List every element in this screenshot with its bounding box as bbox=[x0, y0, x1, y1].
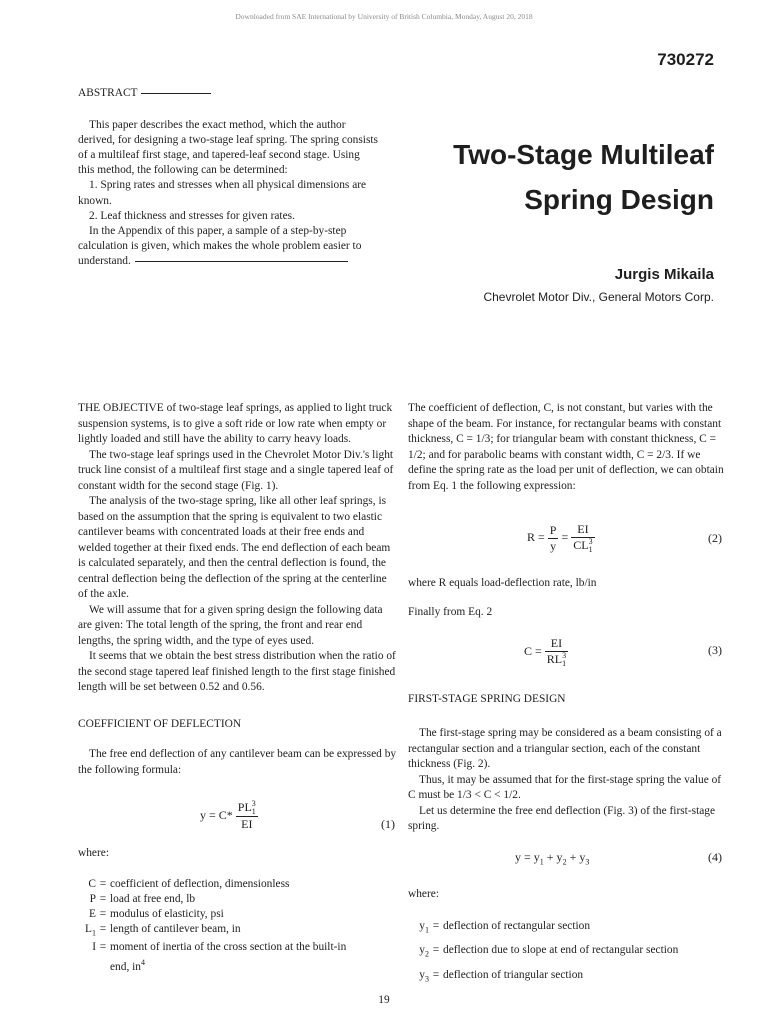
right-column-lower bbox=[408, 726, 726, 835]
equation-1-lhs: y = C* bbox=[200, 807, 233, 822]
eq3-den-sup: 3 bbox=[562, 651, 567, 661]
eq3-den-scripts bbox=[562, 652, 566, 668]
definition-equals: = bbox=[99, 908, 107, 920]
definition-row bbox=[66, 892, 350, 907]
eq1-num-sup: 3 bbox=[251, 799, 256, 809]
abstract-end-rule bbox=[135, 261, 348, 262]
right-column bbox=[408, 401, 726, 494]
section-heading-coefficient: COEFFICIENT OF DEFLECTION bbox=[78, 717, 242, 730]
abstract-item-2: 2. Leaf thickness and stresses for given rates. bbox=[89, 209, 295, 222]
abstract-body bbox=[78, 118, 378, 269]
definition-equals: = bbox=[432, 920, 440, 932]
right-where-label: where: bbox=[408, 888, 439, 900]
eq3-den-base: RL bbox=[546, 652, 563, 666]
equation-4 bbox=[515, 850, 589, 866]
equation-2-fraction-1 bbox=[548, 523, 559, 554]
definition-row bbox=[66, 907, 350, 922]
left-paragraph-2: The two-stage leaf springs used in the Chevrolet Motor Div.'s light truck line consist of a multileaf first stage and a single tapered leaf of constant width for the second stage (Fig. 1). bbox=[78, 448, 394, 492]
eq4-y: y = y bbox=[515, 850, 540, 864]
equation-1 bbox=[200, 800, 258, 832]
equation-1-denominator: EI bbox=[241, 817, 253, 832]
definition-text bbox=[110, 877, 350, 892]
download-notice: Downloaded from SAE International by University of British Columbia, Monday, August 20, 2018 bbox=[235, 12, 533, 21]
definition-symbol-base: E bbox=[89, 908, 96, 920]
eq2-den-scripts bbox=[589, 538, 593, 554]
definition-text bbox=[110, 922, 350, 940]
definition-symbol-base: y bbox=[419, 944, 425, 957]
equation-2 bbox=[527, 522, 595, 554]
right-paragraph-3: Finally from Eq. 2 bbox=[408, 606, 493, 618]
definition-text-body: load at free end, lb bbox=[110, 893, 196, 905]
definition-text bbox=[443, 940, 683, 964]
definition-text bbox=[110, 940, 350, 975]
definition-text bbox=[443, 965, 683, 989]
definition-row bbox=[66, 922, 350, 940]
definition-row bbox=[403, 965, 683, 989]
eq3-num: EI bbox=[545, 636, 568, 652]
left-paragraph-3: The analysis of the two-stage spring, like all other leaf springs, is based on the assumption that the spring is equivalent to two elastic cantilever beams with concentrated loads at their free ends and welded together at their fixed ends. The end deflection of each beam is calculated separately, and then the central deflection is found, the central deflection being the deflection of the spring at the centerline of the axle. bbox=[78, 495, 391, 600]
definition-text-body: modulus of elasticity, psi bbox=[110, 908, 224, 920]
intro-lead: THE OBJECTIVE bbox=[78, 402, 164, 414]
right-paragraph-5: Thus, it may be assumed that for the first-stage spring the value of C must be 1/3 < C < 1/2. bbox=[408, 773, 722, 801]
definition-equals: = bbox=[99, 893, 107, 905]
eq4-plus1: + y bbox=[543, 850, 563, 864]
definition-symbol bbox=[66, 907, 96, 922]
right-paragraph-2: where R equals load-deflection rate, lb/in bbox=[408, 577, 597, 589]
right-paragraph-1: The coefficient of deflection, C, is not constant, but varies with the shape of the beam. For instance, for rectangular beams with constant thickness, C = 1/3; for triangular beam with constant thickness, C = 1/2; and for parabolic beams with constant width, C = 2/3. If we define the spring rate as the load per unit of deflection, we can obtain from Eq. 1 the following expression: bbox=[408, 402, 724, 492]
equation-2-number: (2) bbox=[708, 531, 722, 545]
left-where-label: where: bbox=[78, 847, 109, 859]
paper-title bbox=[420, 132, 714, 222]
abstract-heading-rule bbox=[141, 93, 211, 94]
definition-symbol bbox=[403, 916, 429, 940]
definition-text-body: coefficient of deflection, dimensionless bbox=[110, 878, 290, 890]
paper-number: 730272 bbox=[657, 50, 714, 69]
equation-2-lhs: R = bbox=[527, 529, 545, 544]
definition-symbol-base: y bbox=[419, 968, 425, 981]
right-paragraph-6: Let us determine the free end deflection (Fig. 3) of the first-stage spring. bbox=[408, 804, 716, 832]
definition-text-body: moment of inertia of the cross section at the built-in end, in bbox=[110, 941, 347, 974]
abstract-heading bbox=[78, 86, 378, 101]
eq1-num-sub: 1 bbox=[251, 807, 256, 817]
abstract-block bbox=[78, 86, 378, 269]
equation-1-number: (1) bbox=[381, 817, 395, 831]
definition-symbol bbox=[66, 940, 96, 975]
definition-row bbox=[66, 877, 350, 892]
equation-2-fraction-2 bbox=[571, 522, 594, 554]
eq1-num-base: PL bbox=[237, 800, 252, 814]
equation-3-lhs: C = bbox=[524, 643, 542, 658]
left-paragraph-4: We will assume that for a given spring design the following data are given: The total length of the spring, the front and rear end lengths, the spring width, and the type of eyes used. bbox=[78, 603, 383, 647]
definition-symbol-subscript: 2 bbox=[425, 949, 429, 959]
equation-2-equals: = bbox=[561, 529, 569, 544]
eq2-den-sub: 1 bbox=[588, 545, 593, 555]
abstract-paragraph-1: This paper describes the exact method, which the author derived, for designing a two-stage leaf spring. The spring consists of a multileaf first stage, and tapered-leaf second stage. Using this method, the following can be determined: bbox=[78, 119, 378, 177]
eq3-den-sub: 1 bbox=[562, 659, 567, 669]
definition-symbol-subscript: 1 bbox=[92, 928, 96, 938]
eq4-plus2: + y bbox=[566, 850, 586, 864]
definition-text bbox=[110, 907, 350, 922]
eq3-den bbox=[545, 652, 568, 668]
left-paragraph-5: It seems that we obtain the best stress distribution when the ratio of the second stage tapered leaf finished length to the first stage finished length will be set between 0.52 and 0.56. bbox=[78, 650, 396, 693]
right-paragraph-4: The first-stage spring may be considered as a beam consisting of a rectangular section and a triangular section, each of the constant thickness (Fig. 2). bbox=[408, 727, 722, 770]
intro-text: of two-stage leaf springs, as applied to light truck suspension systems, is to give a soft ride or low rate when empty or lightly loaded and still have the ability to carry heavy loads. bbox=[78, 402, 393, 445]
definition-symbol-subscript: 1 bbox=[425, 925, 429, 935]
eq2-den-sup: 3 bbox=[588, 537, 593, 547]
left-definitions bbox=[66, 877, 350, 975]
definition-symbol bbox=[66, 877, 96, 892]
definition-symbol bbox=[403, 940, 429, 964]
eq4-sub3: 3 bbox=[585, 857, 590, 867]
definition-equals: = bbox=[99, 923, 107, 935]
intro-paragraph bbox=[78, 401, 398, 448]
section-heading-first-stage: FIRST-STAGE SPRING DESIGN bbox=[408, 693, 566, 705]
eq2-frac2-num: EI bbox=[571, 522, 594, 538]
right-definitions bbox=[403, 916, 683, 989]
author-name: Jurgis Mikaila bbox=[614, 266, 714, 283]
definition-symbol-base: C bbox=[88, 878, 96, 890]
eq4-sub1: 1 bbox=[539, 857, 544, 867]
definition-symbol-base: y bbox=[419, 920, 425, 932]
equation-3 bbox=[524, 636, 568, 668]
definition-symbol-subscript: 3 bbox=[425, 973, 429, 983]
eq2-frac1-den: y bbox=[550, 538, 557, 553]
eq4-sub2: 2 bbox=[562, 857, 567, 867]
eq2-frac2-den-base: CL bbox=[573, 538, 589, 552]
definition-equals: = bbox=[432, 968, 440, 981]
equation-3-number: (3) bbox=[708, 643, 722, 657]
definition-text-body: deflection due to slope at end of rectangular section bbox=[443, 944, 679, 957]
definition-symbol bbox=[66, 922, 96, 940]
equation-3-fraction bbox=[545, 636, 568, 668]
definition-text-body: deflection of rectangular section bbox=[443, 920, 591, 932]
author-affiliation: Chevrolet Motor Div., General Motors Corp. bbox=[483, 290, 714, 304]
definition-equals: = bbox=[99, 878, 107, 890]
definition-symbol-base: L bbox=[85, 923, 92, 935]
title-line-2: Spring Design bbox=[524, 184, 714, 215]
abstract-paragraph-2-text: In the Appendix of this paper, a sample of a step-by-step calculation is given, which makes the whole problem easier to understand. bbox=[78, 224, 362, 267]
equation-4-number: (4) bbox=[708, 850, 722, 864]
definition-symbol bbox=[403, 965, 429, 989]
definition-text-body: length of cantilever beam, in bbox=[110, 923, 241, 935]
definition-row bbox=[403, 916, 683, 940]
definition-text-superscript: 4 bbox=[141, 958, 146, 968]
abstract-item-1: 1. Spring rates and stresses when all physical dimensions are known. bbox=[78, 179, 367, 207]
left-paragraph-6: The free end deflection of any cantilever beam can be expressed by the following formula: bbox=[78, 748, 397, 776]
eq1-num-scripts bbox=[252, 800, 256, 816]
title-line-1: Two-Stage Multileaf bbox=[453, 139, 714, 170]
page-number: 19 bbox=[378, 994, 390, 1006]
definition-row bbox=[66, 940, 350, 975]
definition-symbol-base: P bbox=[89, 893, 96, 905]
definition-text bbox=[110, 892, 350, 907]
eq2-frac2-den bbox=[571, 538, 594, 554]
definition-text-body: deflection of triangular section bbox=[443, 968, 584, 981]
abstract-paragraph-2 bbox=[78, 224, 378, 269]
equation-1-fraction bbox=[236, 800, 258, 832]
eq2-frac1-num: P bbox=[549, 522, 557, 537]
left-column bbox=[78, 401, 398, 778]
abstract-heading-text: ABSTRACT bbox=[78, 87, 138, 99]
definition-equals: = bbox=[432, 944, 440, 957]
equation-1-numerator bbox=[236, 800, 258, 817]
definition-row bbox=[403, 940, 683, 964]
definition-symbol-base: I bbox=[92, 941, 96, 954]
definition-equals: = bbox=[99, 941, 107, 954]
definition-symbol bbox=[66, 892, 96, 907]
definition-text bbox=[443, 916, 683, 940]
